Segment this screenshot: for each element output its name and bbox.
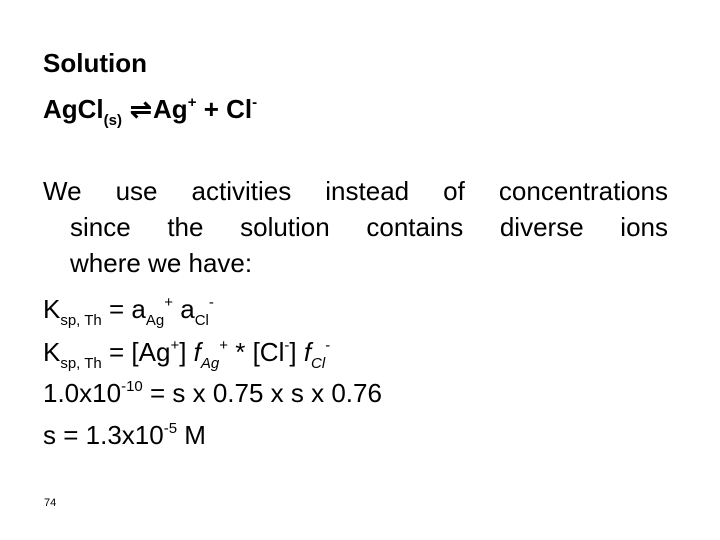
explanation-line-1: We use activities instead of concentrations <box>43 176 668 206</box>
page-number: 74 <box>44 497 57 509</box>
reactant: AgCl <box>43 94 104 124</box>
numeric-equation: $1.0x10^{-10} = s$ x 0.75 x s x 0.76 <box>43 378 382 408</box>
product-silver: Ag <box>153 94 188 124</box>
ksp-concentration-equation: $K_{sp, Th} = [Ag^+]$ $f_{Ag}^+ * [Cl^-]$ $f_{Cl}^-$ <box>43 337 331 372</box>
ksp-activity-equation: $K_{sp, Th} = a_{Ag}^+$ $a_{Cl}^-$ <box>43 294 214 329</box>
explanation-line-2: since the solution contains diverse ions <box>70 212 668 242</box>
solubility-result: $s = 1.3x10^{-5}$ M <box>43 420 206 450</box>
explanation-line-3: where we have: <box>70 248 253 278</box>
equilibrium-arrow-icon: ⇌ <box>130 94 152 124</box>
plus-sign: + <box>203 94 219 124</box>
slide-title: Solution <box>43 48 147 78</box>
product-chloride: Cl <box>226 94 253 124</box>
explanation-paragraph <box>43 173 668 281</box>
reaction-equation <box>43 88 257 136</box>
chloride-charge: - <box>252 94 258 111</box>
silver-charge: + <box>187 94 197 111</box>
reactant-phase: (s) <box>103 112 123 129</box>
